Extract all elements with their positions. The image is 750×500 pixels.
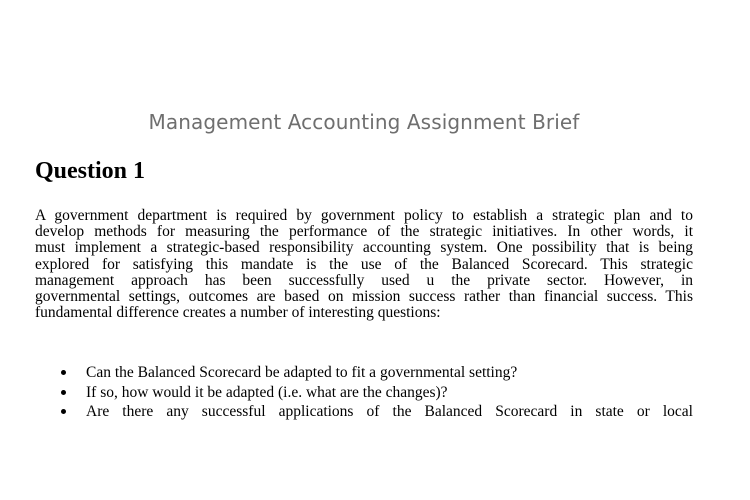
bullet-icon: [61, 409, 66, 414]
list-item: [35, 363, 693, 383]
document-title: Management Accounting Assignment Brief: [148, 110, 580, 134]
bullet-text: Can the Balanced Scorecard be adapted to fit a governmental setting?: [86, 364, 518, 381]
paragraph-line: governmental settings, outcomes are based on mission success rather than financial success. This: [35, 289, 693, 306]
body-paragraph: [35, 208, 693, 321]
bullet-icon: [61, 390, 66, 395]
paragraph-line: must implement a strategic-based responsibility accounting system. One possibility that is being: [35, 240, 693, 257]
paragraph-line: management approach has been successfully used u the private sector. However, in: [35, 272, 693, 289]
list-item: [35, 383, 693, 403]
paragraph-line: develop methods for measuring the performance of the strategic initiatives. In other words, it: [35, 224, 693, 241]
paragraph-line: fundamental difference creates a number of interesting questions:: [35, 305, 441, 322]
bullet-icon: [61, 370, 66, 375]
paragraph-line: A government department is required by government policy to establish a strategic plan and to: [35, 208, 693, 224]
bullet-text: If so, how would it be adapted (i.e. what are the changes)?: [86, 383, 448, 401]
paragraph-line: explored for satisfying this mandate is the use of the Balanced Scorecard. This strategic: [35, 256, 693, 273]
question-heading: Question 1: [35, 158, 146, 184]
bullet-text: Are there any successful applications of the Balanced Scorecard in state or local: [86, 403, 693, 420]
list-item: [35, 402, 693, 422]
question-bullet-list: [35, 363, 693, 422]
